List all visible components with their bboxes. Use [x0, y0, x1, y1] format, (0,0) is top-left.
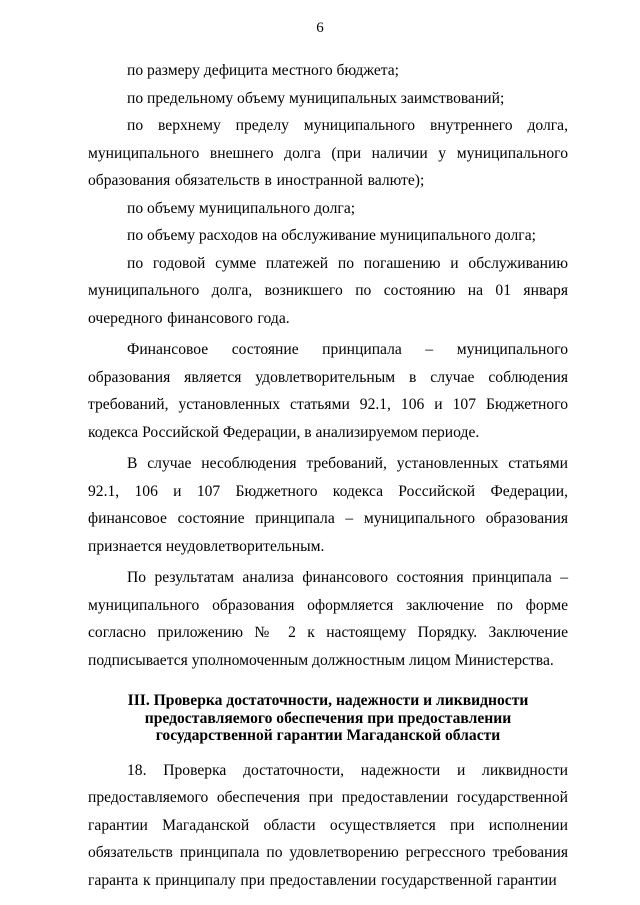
section-heading-line-3: государственной гарантии Магаданской области — [155, 727, 501, 744]
paragraph-deficit: по размеру дефицита местного бюджета; — [127, 62, 400, 79]
section-heading-line-1: III. Проверка достаточности, надежности и ликвидности — [127, 692, 529, 709]
paragraph-debt-limit: по верхнему пределу муниципального внутреннего долга, муниципального внешнего долга (при наличии у муниципального образования обязательств в иностранной валюте); — [88, 117, 568, 189]
paragraph-financial-state: Финансовое состояние принципала – муниципального образования является удовлетворительным в случае соблюдения требований, установленных статьями 92.1, 106 и 107 Бюджетного кодекса Российской Федерации, в анализируемом периоде. — [88, 341, 568, 441]
page-number: 6 — [316, 20, 324, 36]
paragraph-borrowings: по предельному объему муниципальных заимствований; — [127, 89, 505, 107]
paragraph-conclusion: По результатам анализа финансового состояния принципала – муниципального образования оформляется заключение по форме согласно приложению № 2 к настоящему Порядку. Заключение подписывается уполномоченным должностным лицом Министерства. — [88, 569, 568, 669]
paragraph-noncompliance: В случае несоблюдения требований, установленных статьями 92.1, 106 и 107 Бюджетного кодекса Российской Федерации, финансовое состояние принципала – муниципального образования признается неудовлетворительным. — [88, 455, 568, 555]
section-heading-line-2: предоставляемого обеспечения при предоставлении — [144, 709, 512, 727]
document-body — [88, 57, 568, 894]
paragraph-debt-service: по объему расходов на обслуживание муниципального долга; — [127, 227, 536, 244]
section-heading — [88, 692, 568, 745]
paragraph-18: 18. Проверка достаточности, надежности и ликвидности предоставляемого обеспечения при предоставлении государственной гарантии Магаданской области осуществляется при исполнении обязательств принципала по удовлетворению регрессного требования гаранта к принципалу при предоставлении государственной гарантии — [88, 761, 568, 889]
paragraph-debt-volume: по объему муниципального долга; — [127, 199, 356, 217]
paragraph-annual-payments: по годовой сумме платежей по погашению и обслуживанию муниципального долга, возникшего по состоянию на 01 января очередного финансового года. — [88, 254, 568, 327]
